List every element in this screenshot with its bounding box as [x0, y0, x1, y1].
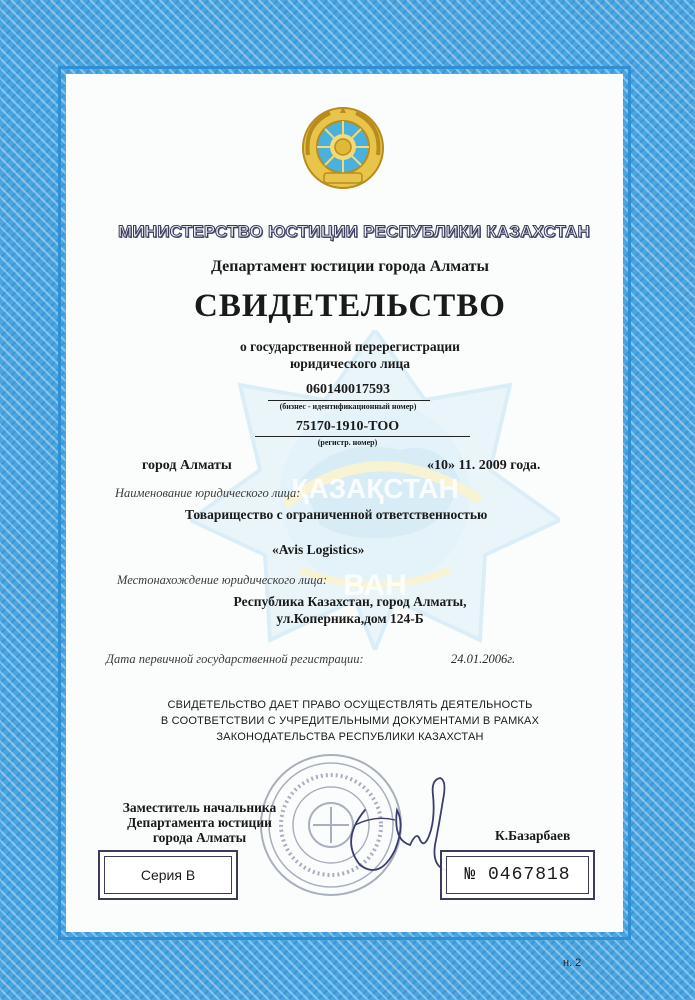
department-heading: Департамент юстиции города Алматы — [210, 258, 490, 275]
initial-registration-date: 24.01.2006г. — [451, 652, 516, 666]
company-name: «Avis Logistics» — [272, 542, 365, 557]
certificate-number: № 0467818 — [446, 856, 589, 894]
official-title-line: Департамента юстиции — [127, 815, 272, 830]
rights-statement — [130, 697, 570, 745]
official-title — [112, 800, 287, 845]
series-label: Серия В — [104, 856, 232, 894]
registration-underline — [255, 436, 470, 437]
subtitle-line: юридического лица — [289, 356, 411, 371]
address-line: ул.Коперника,дом 124-Б — [276, 611, 424, 626]
registration-caption: (регистр. номер) — [317, 438, 378, 447]
issue-city: город Алматы — [142, 458, 232, 473]
watermark-text-top: ҚАЗАҚСТАН — [291, 473, 459, 504]
corner-mark: н. 2 — [563, 957, 582, 969]
official-title-line: города Алматы — [152, 830, 247, 845]
document-title: СВИДЕТЕЛЬСТВО — [194, 288, 506, 324]
entity-name-label: Наименование юридического лица: — [115, 486, 301, 500]
ministry-heading: МИНИСТЕРСТВО ЮСТИЦИИ РЕСПУБЛИКИ КАЗАХСТАН — [118, 222, 590, 241]
address-line: Республика Казахстан, город Алматы, — [233, 594, 467, 609]
official-name: К.Базарбаев — [495, 828, 571, 843]
company-address — [200, 593, 500, 627]
watermark-text-bottom: ВАН — [343, 569, 407, 602]
location-label: Местонахождение юридического лица: — [117, 573, 328, 587]
initial-registration-label: Дата первичной государственной регистрации: — [106, 652, 364, 666]
company-type: Товарищество с ограниченной ответственностью — [185, 507, 488, 522]
series-box — [98, 850, 238, 900]
official-title-line: Заместитель начальника — [122, 800, 277, 815]
bin-number: 060140017593 — [306, 382, 390, 397]
rights-line: ЗАКОНОДАТЕЛЬСТВА РЕСПУБЛИКИ КАЗАХСТАН — [216, 731, 484, 743]
number-box — [440, 850, 595, 900]
document-subtitle — [200, 338, 500, 372]
rights-line: В СООТВЕТСТВИИ С УЧРЕДИТЕЛЬНЫМИ ДОКУМЕНТАМИ В РАМКАХ — [160, 715, 540, 727]
subtitle-line: о государственной перерегистрации — [240, 339, 460, 354]
bin-caption: (бизнес - идентификационный номер) — [279, 402, 417, 411]
bin-underline — [268, 400, 430, 401]
rights-line: СВИДЕТЕЛЬСТВО ДАЕТ ПРАВО ОСУЩЕСТВЛЯТЬ ДЕЯТЕЛЬНОСТЬ — [167, 699, 533, 711]
state-emblem-icon — [300, 105, 386, 191]
issue-date: «10» 11. 2009 года. — [427, 458, 541, 473]
registration-number: 75170-1910-ТОО — [295, 419, 400, 434]
